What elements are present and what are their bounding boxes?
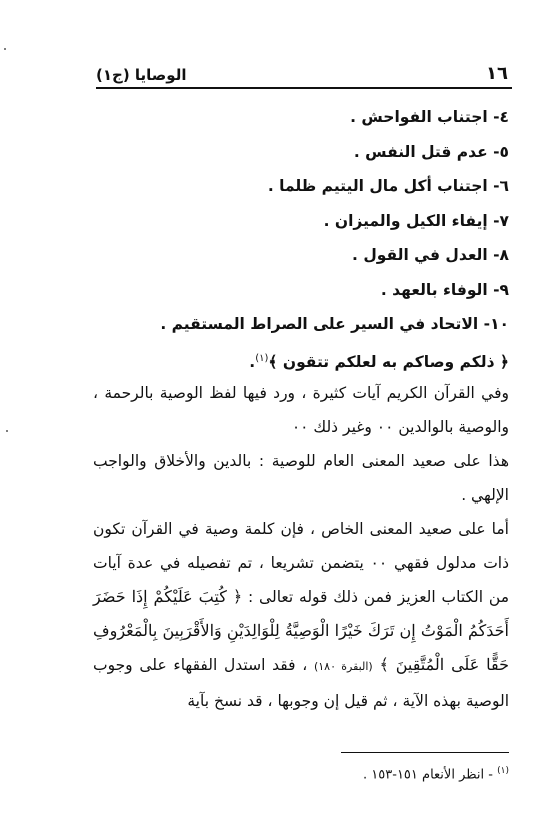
running-title: الوصايا (ج١) bbox=[96, 66, 187, 84]
list-item: ٩- الوفاء بالعهد . bbox=[380, 280, 509, 299]
quranic-verse: ﴿ كُتِبَ عَلَيْكُمْ إِذَا حَضَرَ أَحَدَكُمُ الْمَوْتُ إِن تَرَكَ خَيْرًا الْوَصِيَّةُ لِلْوَالِدَيْنِ وَالأَقْرَبِينَ بِالْمَعْرُوفِ حَقًّا عَلَى الْمُتَّقِينَ ﴾ bbox=[93, 587, 509, 674]
footnote-text: - انظر الأنعام ١٥١-١٥٣ . bbox=[363, 767, 493, 783]
paragraph-3-end: ، فقد استدل الفقهاء على وجوب الوصية بهذه الآية ، ثم قيل إن وجوبها ، قد نسخ بآية bbox=[93, 656, 509, 710]
scan-speck bbox=[6, 430, 8, 432]
footnote bbox=[89, 762, 509, 784]
commandments-list bbox=[89, 100, 509, 376]
paragraph-3-start: أما على صعيد المعنى الخاص ، فإن كلمة وصية في القرآن تكون ذات مدلول فقهي ٠٠ يتضمن تشريعا ، تم تفصيله في عدة آيات من الكتاب العزيز فمن ذلك قوله تعالى : bbox=[93, 520, 510, 606]
list-item: ٧- إيفاء الكيل والميزان . bbox=[323, 211, 509, 230]
concluding-verse: ﴿ ذلكم وصاكم به لعلكم تتقون ﴾$^{(١)}$. bbox=[249, 352, 509, 371]
verse-text: ﴿ ذلكم وصاكم به لعلكم تتقون ﴾ bbox=[268, 352, 509, 371]
footnote-reference: (١) bbox=[255, 352, 269, 364]
paragraph-3 bbox=[93, 512, 509, 718]
footnote-mark: (١) bbox=[497, 766, 509, 776]
page-number: ١٦ bbox=[486, 63, 508, 84]
footnote-rule bbox=[341, 752, 509, 753]
header-rule bbox=[96, 87, 512, 89]
verse-citation: (البقرة ١٨٠) bbox=[313, 660, 373, 673]
list-item: ٥- عدم قتل النفس . bbox=[353, 142, 509, 161]
list-item: ٨- العدل في القول . bbox=[352, 246, 509, 264]
list-item: ٤- اجتناب الفواحش . bbox=[350, 108, 509, 126]
paragraph-2: هذا على صعيد المعنى العام للوصية : بالدين والأخلاق والواجب الإلهي . bbox=[93, 452, 509, 504]
paragraph-1: وفي القرآن الكريم آيات كثيرة ، ورد فيها لفظ الوصية بالرحمة ، والوصية بالوالدين ٠٠ وغير ذلك ٠٠ bbox=[93, 384, 509, 436]
body-text bbox=[93, 376, 509, 718]
scan-speck bbox=[4, 48, 6, 50]
list-item: ١٠- الاتحاد في السير على الصراط المستقيم . bbox=[160, 315, 509, 333]
list-item: ٦- اجتناب أكل مال اليتيم ظلما . bbox=[267, 177, 509, 195]
page-header bbox=[96, 54, 508, 84]
